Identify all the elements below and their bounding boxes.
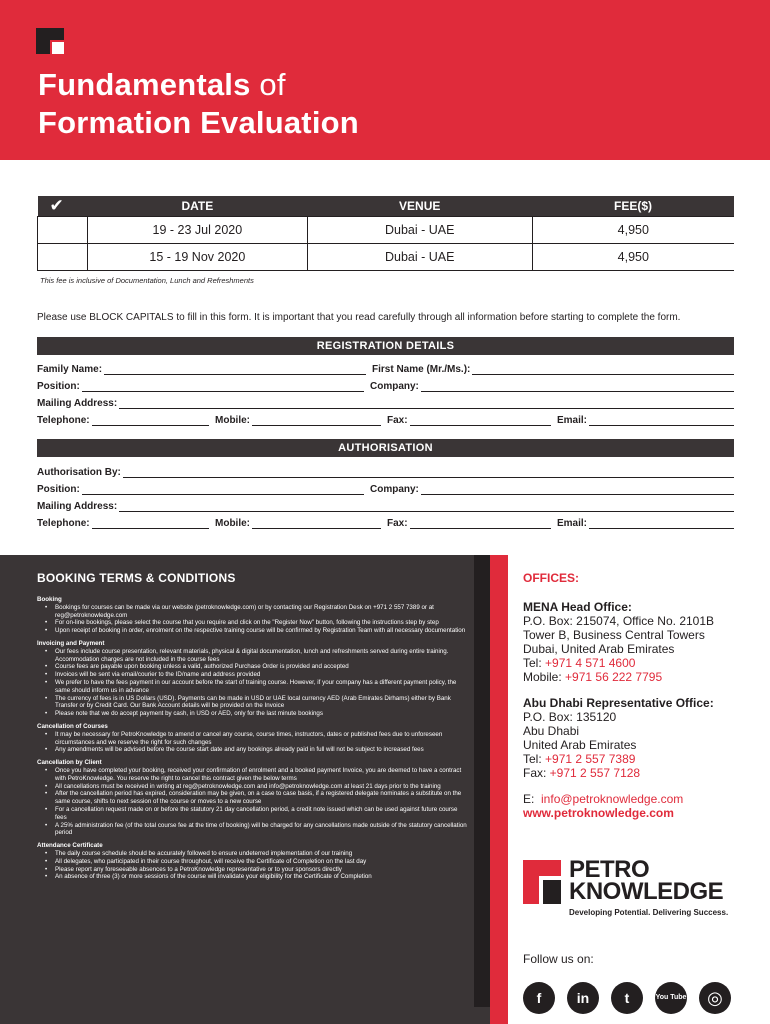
- list-item: • For on-line bookings, please select the course that you require and click on the "Register Now" button, following the instructions step by step: [55, 619, 467, 627]
- authorisation-by-label: Authorisation By:: [37, 467, 121, 478]
- website-link[interactable]: www.petroknowledge.com: [523, 806, 674, 820]
- cell-fee: 4,950: [532, 217, 734, 244]
- session-checkbox[interactable]: [38, 244, 88, 271]
- petroknowledge-logo: [523, 858, 743, 918]
- brand-line2: KNOWLEDGE: [569, 878, 724, 905]
- list-item: • Please report any foreseeable absences to a PetroKnowledge representative or to your sponsors directly: [55, 866, 467, 874]
- fax-field[interactable]: [387, 415, 557, 426]
- table-row: [38, 244, 735, 271]
- company-field[interactable]: [370, 381, 734, 392]
- youtube-icon[interactable]: You Tube: [655, 982, 687, 1014]
- abudhabi-fax-link[interactable]: +971 2 557 7128: [549, 766, 641, 780]
- list-item: • Any amendments will be advised before the course start date and any bookings already paid in full will not be subject to increased fees: [55, 746, 467, 754]
- schedule-table: [37, 196, 734, 271]
- auth-company-label: Company:: [370, 484, 419, 495]
- email-field[interactable]: [557, 415, 734, 426]
- list-item: • An absence of three (3) or more sessions of the course will invalidate your eligibility for the Certificate of Completion: [55, 873, 467, 881]
- session-checkbox[interactable]: [38, 217, 88, 244]
- facebook-icon[interactable]: f: [523, 982, 555, 1014]
- petroknowledge-mark-icon: [36, 28, 64, 54]
- cell-fee: 4,950: [532, 244, 734, 271]
- form-instructions: Please use BLOCK CAPITALS to fill in this form. It is important that you read carefully through all information before starting to complete the form.: [37, 312, 681, 323]
- list-item: • We prefer to have the fees payment in our account before the start of training course. However, if your company has a different payment policy, the same should inform us in advance: [55, 679, 467, 695]
- family-name-field[interactable]: [37, 364, 372, 375]
- authorisation-by-field[interactable]: [37, 467, 734, 478]
- email-prefix: E:: [523, 792, 535, 806]
- list-item: • All delegates, who participated in their course throughout, will receive the Certificate of Completion on the last day: [55, 858, 467, 866]
- mena-office-name: MENA Head Office:: [523, 600, 632, 614]
- check-mark-icon: ✔: [38, 196, 88, 217]
- auth-email-field[interactable]: [557, 518, 734, 529]
- abudhabi-tel-label: Tel:: [523, 752, 546, 766]
- abudhabi-line2: Abu Dhabi: [523, 724, 580, 738]
- brand-line1: PETRO: [569, 856, 650, 883]
- auth-position-field[interactable]: [37, 484, 370, 495]
- email-link[interactable]: info@petroknowledge.com: [541, 792, 684, 806]
- list-item: • The currency of fees is in US Dollars (USD). Payments can be made in USD or UAE local currency AED (Arab Emirates Dirhams) either by Bank Transfer or by Credit Card. Our Bank Account details will be provided on the Invoice: [55, 695, 467, 711]
- list-item: • For a cancellation request made on or before the statutory 21 day cancellation period, a credit note issued which can be used against future course fees: [55, 806, 467, 822]
- auth-telephone-label: Telephone:: [37, 518, 90, 529]
- list-item: • After the cancellation period has expired, consideration may be given, on a case to case basis, if a registered delegate nominates a substitute on the same course, shifts to next session of the course or moves to a new course: [55, 790, 467, 806]
- column-header-fee: FEE($): [532, 196, 734, 217]
- auth-fax-field[interactable]: [387, 518, 557, 529]
- header-banner: [0, 0, 770, 160]
- terms-body: [37, 596, 467, 881]
- offices-section: [523, 571, 763, 820]
- column-header-venue: VENUE: [307, 196, 532, 217]
- auth-mailing-address-field[interactable]: [37, 501, 734, 512]
- cell-date: 15 - 19 Nov 2020: [87, 244, 307, 271]
- abudhabi-office-name: Abu Dhabi Representative Office:: [523, 696, 714, 710]
- mena-tel-label: Tel:: [523, 656, 546, 670]
- table-row: [38, 217, 735, 244]
- auth-mobile-field[interactable]: [215, 518, 387, 529]
- list-item: • Invoices will be sent via email/courier to the ID/name and address provided: [55, 671, 467, 679]
- terms-section-title: Invoicing and Payment: [37, 639, 105, 647]
- company-label: Company:: [370, 381, 419, 392]
- auth-company-field[interactable]: [370, 484, 734, 495]
- registration-heading: REGISTRATION DETAILS: [37, 337, 734, 355]
- telephone-label: Telephone:: [37, 415, 90, 426]
- family-name-label: Family Name:: [37, 364, 103, 375]
- fee-note: This fee is inclusive of Documentation, Lunch and Refreshments: [40, 276, 254, 285]
- mena-mobile-label: Mobile:: [523, 670, 566, 684]
- auth-email-label: Email:: [557, 518, 588, 529]
- first-name-field[interactable]: [372, 364, 734, 375]
- mena-line1: P.O. Box: 215074, Office No. 2101B: [523, 614, 715, 628]
- petroknowledge-logo-icon: [523, 860, 561, 904]
- cell-date: 19 - 23 Jul 2020: [87, 217, 307, 244]
- mena-office: [523, 600, 763, 684]
- auth-fax-label: Fax:: [387, 518, 408, 529]
- list-item: • Upon receipt of booking in order, enrolment on the respective training course will be confirmed by Registration Team with all necessary documentation: [55, 627, 467, 635]
- list-item: • Our fees include course presentation, relevant materials, physical & digital documentation, lunch and refreshments served during entire training. Accommodation charges are not included in the course fees: [55, 648, 467, 664]
- mena-mobile-link[interactable]: +971 56 222 7795: [565, 670, 663, 684]
- mobile-field[interactable]: [215, 415, 387, 426]
- fax-label: Fax:: [387, 415, 408, 426]
- title-part-1: Fundamentals: [38, 67, 251, 102]
- linkedin-icon[interactable]: in: [567, 982, 599, 1014]
- abudhabi-office: [523, 696, 763, 780]
- list-item: • All cancellations must be received in writing at reg@petroknowledge.com and info@petroknowledge.com at least 21 days prior to the training: [55, 783, 467, 791]
- abudhabi-line1: P.O. Box: 135120: [523, 710, 617, 724]
- social-links: [523, 982, 731, 1014]
- mena-line2: Tower B, Business Central Towers: [523, 628, 705, 642]
- red-divider: [490, 555, 508, 1024]
- mena-line3: Dubai, United Arab Emirates: [523, 642, 675, 656]
- list-item: • It may be necessary for PetroKnowledge to amend or cancel any course, course times, instructors, dates or published fees due to unforeseen circumstances and we reserve the right for such changes: [55, 731, 467, 747]
- authorisation-heading: AUTHORISATION: [37, 439, 734, 457]
- list-item: • Please note that we do accept payment by cash, in USD or AED, only for the last minute bookings: [55, 710, 467, 718]
- position-label: Position:: [37, 381, 80, 392]
- mailing-address-label: Mailing Address:: [37, 398, 118, 409]
- abudhabi-fax-label: Fax:: [523, 766, 550, 780]
- cell-venue: Dubai - UAE: [307, 217, 532, 244]
- terms-section-title: Attendance Certificate: [37, 842, 103, 850]
- terms-section-title: Booking: [37, 596, 62, 603]
- page-title: [38, 66, 359, 142]
- title-of: of: [259, 67, 286, 102]
- list-item: • The daily course schedule should be accurately followed to ensure undeterred implementation of our training: [55, 850, 467, 858]
- offices-heading: OFFICES:: [523, 571, 579, 585]
- list-item: • Once you have completed your booking, received your confirmation of enrolment and a booked payment Invoice, you are deemed to have a contract with PetroKnowledge. You reserve the right to cancel this contract given the below terms: [55, 767, 467, 783]
- mobile-label: Mobile:: [215, 415, 250, 426]
- telephone-field[interactable]: [37, 415, 215, 426]
- auth-telephone-field[interactable]: [37, 518, 215, 529]
- auth-position-label: Position:: [37, 484, 80, 495]
- list-item: • A 25% administration fee (of the total course fee at the time of booking) will be charged for any cancellations made outside of the statutory cancellation period: [55, 822, 467, 838]
- email-label: Email:: [557, 415, 588, 426]
- first-name-label: First Name (Mr./Ms.):: [372, 364, 471, 375]
- brand-tagline: Developing Potential. Delivering Success.: [569, 908, 729, 917]
- column-header-date: DATE: [87, 196, 307, 217]
- terms-heading: BOOKING TERMS & CONDITIONS: [37, 571, 236, 585]
- twitter-icon[interactable]: t: [611, 982, 643, 1014]
- list-item: • Course fees are payable upon booking unless a valid, authorized Purchase Order is provided and accepted: [55, 663, 467, 671]
- mailing-address-field[interactable]: [37, 398, 734, 409]
- follow-label: Follow us on:: [523, 952, 594, 966]
- terms-section-title: Cancellation of Courses: [37, 722, 108, 730]
- abudhabi-line3: United Arab Emirates: [523, 738, 637, 752]
- position-field[interactable]: [37, 381, 370, 392]
- cell-venue: Dubai - UAE: [307, 244, 532, 271]
- abudhabi-tel-link[interactable]: +971 2 557 7389: [545, 752, 636, 766]
- terms-divider: [474, 555, 490, 1007]
- terms-section-title: Cancellation by Client: [37, 759, 102, 767]
- auth-mobile-label: Mobile:: [215, 518, 250, 529]
- title-part-2: Formation Evaluation: [38, 105, 359, 140]
- auth-mailing-address-label: Mailing Address:: [37, 501, 118, 512]
- instagram-icon[interactable]: ◎: [699, 982, 731, 1014]
- mena-tel-link[interactable]: +971 4 571 4600: [545, 656, 636, 670]
- list-item: • Bookings for courses can be made via our website (petroknowledge.com) or by contacting our Registration Desk on +971 2 557 7389 or at reg@petroknowledge.com: [55, 604, 467, 620]
